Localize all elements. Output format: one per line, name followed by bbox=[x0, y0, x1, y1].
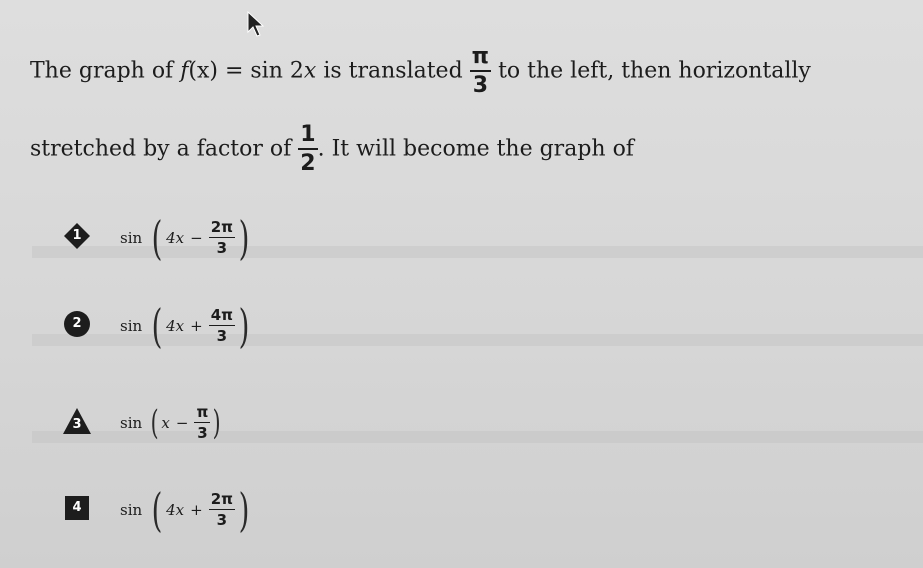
stretch-fraction-denominator: 2 bbox=[300, 151, 316, 176]
question-part3: to the left, then horizontally bbox=[498, 58, 811, 84]
option-2-number: 2 bbox=[72, 316, 82, 331]
answer-option-1[interactable] bbox=[62, 203, 923, 273]
mouse-cursor-icon bbox=[245, 10, 269, 40]
right-paren: ) bbox=[238, 483, 250, 537]
option-4-denominator: 3 bbox=[216, 511, 228, 529]
circle-icon bbox=[62, 309, 92, 339]
option-1-expression bbox=[120, 203, 253, 273]
option-3-fn: sin bbox=[120, 414, 143, 432]
shift-fraction bbox=[470, 46, 491, 97]
option-1-numerator: 2π bbox=[210, 218, 234, 236]
option-3-denominator: 3 bbox=[197, 424, 208, 442]
option-3-number: 3 bbox=[72, 417, 82, 432]
shift-fraction-numerator: π bbox=[470, 46, 491, 72]
shift-fraction-denominator: 3 bbox=[472, 73, 489, 98]
option-3-operator: − bbox=[175, 414, 189, 432]
question-func: sin 2 bbox=[250, 58, 304, 84]
option-2-operator: + bbox=[190, 317, 203, 335]
left-paren: ( bbox=[151, 299, 163, 353]
right-paren: ) bbox=[212, 403, 221, 443]
option-4-fraction bbox=[209, 492, 235, 528]
option-2-numerator: 4π bbox=[210, 306, 234, 324]
question-f-name: f bbox=[180, 58, 189, 84]
diamond-icon bbox=[62, 221, 92, 251]
triangle-icon bbox=[62, 406, 92, 436]
left-paren: ( bbox=[150, 403, 159, 443]
option-1-number: 1 bbox=[72, 228, 82, 243]
left-paren: ( bbox=[151, 483, 163, 537]
option-1-denominator: 3 bbox=[216, 239, 228, 257]
option-4-numerator: 2π bbox=[210, 490, 234, 508]
right-paren: ) bbox=[238, 211, 250, 265]
option-2-fraction bbox=[209, 308, 235, 344]
option-1-arg: 4x bbox=[166, 229, 185, 247]
question-equals: = bbox=[224, 58, 244, 84]
option-4-arg: 4x bbox=[166, 501, 185, 519]
question-part5: . It will become the graph of bbox=[317, 136, 634, 162]
option-4-operator: + bbox=[190, 501, 203, 519]
option-4-fn: sin bbox=[120, 501, 143, 519]
option-3-fraction bbox=[194, 405, 210, 441]
question-func-var: x bbox=[303, 58, 317, 84]
option-1-operator: − bbox=[190, 229, 203, 247]
question-part1: The graph of bbox=[30, 58, 174, 84]
square-icon bbox=[62, 493, 92, 523]
answer-option-4[interactable] bbox=[62, 475, 923, 545]
option-4-expression bbox=[120, 475, 253, 545]
answer-option-2[interactable] bbox=[62, 291, 923, 361]
option-2-fn: sin bbox=[120, 317, 143, 335]
option-3-numerator: π bbox=[196, 403, 209, 421]
right-paren: ) bbox=[238, 299, 250, 353]
option-1-fn: sin bbox=[120, 229, 143, 247]
question-part4: stretched by a factor of bbox=[30, 136, 292, 162]
answer-option-3[interactable] bbox=[62, 388, 923, 458]
option-4-number: 4 bbox=[72, 500, 82, 515]
option-2-expression bbox=[120, 291, 253, 361]
option-3-expression bbox=[120, 388, 224, 458]
option-2-arg: 4x bbox=[166, 317, 185, 335]
left-paren: ( bbox=[151, 211, 163, 265]
question-part2: is translated bbox=[323, 58, 463, 84]
option-3-arg: x bbox=[161, 414, 170, 432]
option-1-fraction bbox=[209, 220, 235, 256]
stretch-fraction bbox=[298, 124, 317, 175]
question-f-arg: (x) bbox=[188, 58, 218, 84]
stretch-fraction-numerator: 1 bbox=[298, 124, 317, 150]
option-2-denominator: 3 bbox=[216, 327, 228, 345]
